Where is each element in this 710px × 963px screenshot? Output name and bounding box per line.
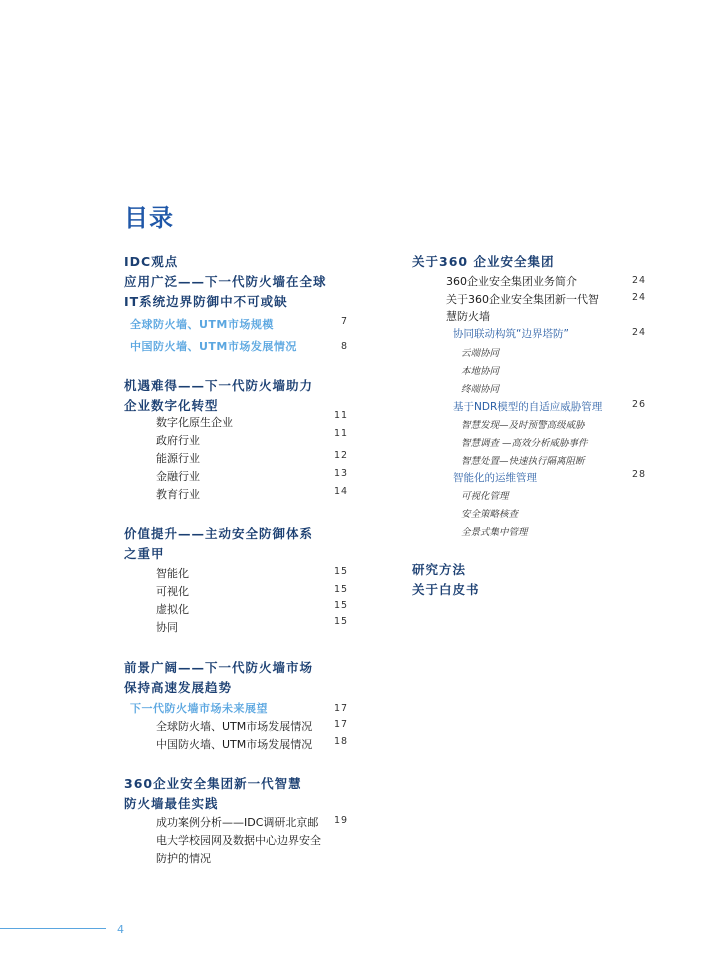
- toc-entry-ngfw-outlook[interactable]: 下一代防火墙市场未来展望: [130, 702, 268, 715]
- page-ref: 8: [341, 341, 349, 352]
- page-ref: 15: [334, 600, 349, 611]
- section-4-title-line1[interactable]: 前景广阔——下一代防火墙市场: [124, 660, 314, 675]
- page-ref: 17: [334, 703, 349, 714]
- toc-entry-ops-management[interactable]: 智能化的运维管理: [453, 472, 537, 484]
- toc-entry[interactable]: 金融行业: [156, 470, 200, 483]
- toc-entry[interactable]: 安全策略核查: [461, 509, 519, 520]
- page-title: 目录: [124, 204, 174, 232]
- page-ref: 17: [334, 719, 349, 730]
- page-ref: 18: [334, 736, 349, 747]
- section-4-title-line2[interactable]: 保持高速发展趋势: [124, 680, 233, 695]
- toc-entry[interactable]: 360企业安全集团业务简介: [446, 275, 577, 288]
- toc-entry-case-study-line1[interactable]: 成功案例分析——IDC调研北京邮: [156, 816, 319, 829]
- toc-entry[interactable]: 全球防火墙、UTM市场发展情况: [156, 720, 313, 733]
- toc-entry[interactable]: 中国防火墙、UTM市场发展情况: [156, 738, 313, 751]
- toc-entry[interactable]: 能源行业: [156, 452, 200, 465]
- toc-entry[interactable]: 教育行业: [156, 488, 200, 501]
- footer-rule: [0, 928, 106, 929]
- toc-entry-line2[interactable]: 慧防火墙: [446, 310, 490, 323]
- toc-entry-line1[interactable]: 关于360企业安全集团新一代智: [446, 293, 599, 306]
- page-ref: 12: [334, 450, 349, 461]
- toc-entry[interactable]: 协同: [156, 621, 178, 634]
- toc-entry[interactable]: 全景式集中管理: [461, 527, 528, 538]
- page-ref: 11: [334, 428, 349, 439]
- section-about-360-heading[interactable]: 关于360 企业安全集团: [412, 254, 555, 269]
- toc-entry[interactable]: 本地协同: [461, 366, 500, 377]
- toc-entry[interactable]: 可视化: [156, 585, 189, 598]
- section-5-title-line2[interactable]: 防火墙最佳实践: [124, 796, 219, 811]
- section-3-title-line1[interactable]: 价值提升——主动安全防御体系: [124, 526, 314, 541]
- toc-entry[interactable]: 云端协同: [461, 348, 500, 359]
- page-ref: 13: [334, 468, 349, 479]
- toc-entry-china-firewall-market[interactable]: 中国防火墙、UTM市场发展情况: [130, 340, 297, 353]
- page-ref: 7: [341, 316, 349, 327]
- toc-entry-case-study-line2[interactable]: 电大学校园网及数据中心边界安全: [156, 834, 321, 847]
- section-5-title-line1[interactable]: 360企业安全集团新一代智慧: [124, 776, 302, 791]
- toc-entry[interactable]: 数字化原生企业: [156, 416, 233, 429]
- toc-entry-boundary-defense[interactable]: 协同联动构筑“边界塔防”: [453, 328, 569, 340]
- page-ref: 15: [334, 616, 349, 627]
- toc-entry[interactable]: 政府行业: [156, 434, 200, 447]
- page-ref: 15: [334, 566, 349, 577]
- toc-entry[interactable]: 智慧调查 —高效分析威胁事件: [461, 438, 588, 449]
- page-ref: 15: [334, 584, 349, 595]
- section-3-title-line2[interactable]: 之重甲: [124, 546, 165, 561]
- section-1-title-line1[interactable]: 应用广泛——下一代防火墙在全球: [124, 274, 327, 289]
- section-idc-heading[interactable]: IDC观点: [124, 254, 179, 269]
- page-ref: 19: [334, 815, 349, 826]
- toc-entry[interactable]: 智慧处置—快速执行隔离阻断: [461, 456, 585, 467]
- section-research-methods[interactable]: 研究方法: [412, 562, 467, 577]
- toc-entry[interactable]: 智能化: [156, 567, 189, 580]
- toc-entry-global-firewall-market[interactable]: 全球防火墙、UTM市场规模: [130, 318, 274, 331]
- toc-entry[interactable]: 终端协同: [461, 384, 500, 395]
- section-1-title-line2[interactable]: IT系统边界防御中不可或缺: [124, 294, 288, 309]
- section-2-title-line1[interactable]: 机遇难得——下一代防火墙助力: [124, 378, 314, 393]
- toc-entry-case-study-line3[interactable]: 防护的情况: [156, 852, 211, 865]
- section-about-whitepaper[interactable]: 关于白皮书: [412, 582, 480, 597]
- toc-entry[interactable]: 智慧发现—及时预警高级威胁: [461, 420, 585, 431]
- page-number: 4: [117, 923, 124, 936]
- toc-entry-ndr[interactable]: 基于NDR模型的自适应威胁管理: [453, 401, 603, 413]
- toc-entry[interactable]: 虚拟化: [156, 603, 189, 616]
- page-ref: 28: [632, 469, 647, 480]
- section-2-title-line2[interactable]: 企业数字化转型: [124, 398, 219, 413]
- page-ref: 24: [632, 292, 647, 303]
- toc-entry[interactable]: 可视化管理: [461, 491, 509, 502]
- page-ref: 11: [334, 410, 349, 421]
- page-ref: 26: [632, 399, 647, 410]
- page-ref: 24: [632, 275, 647, 286]
- page-ref: 24: [632, 327, 647, 338]
- page-ref: 14: [334, 486, 349, 497]
